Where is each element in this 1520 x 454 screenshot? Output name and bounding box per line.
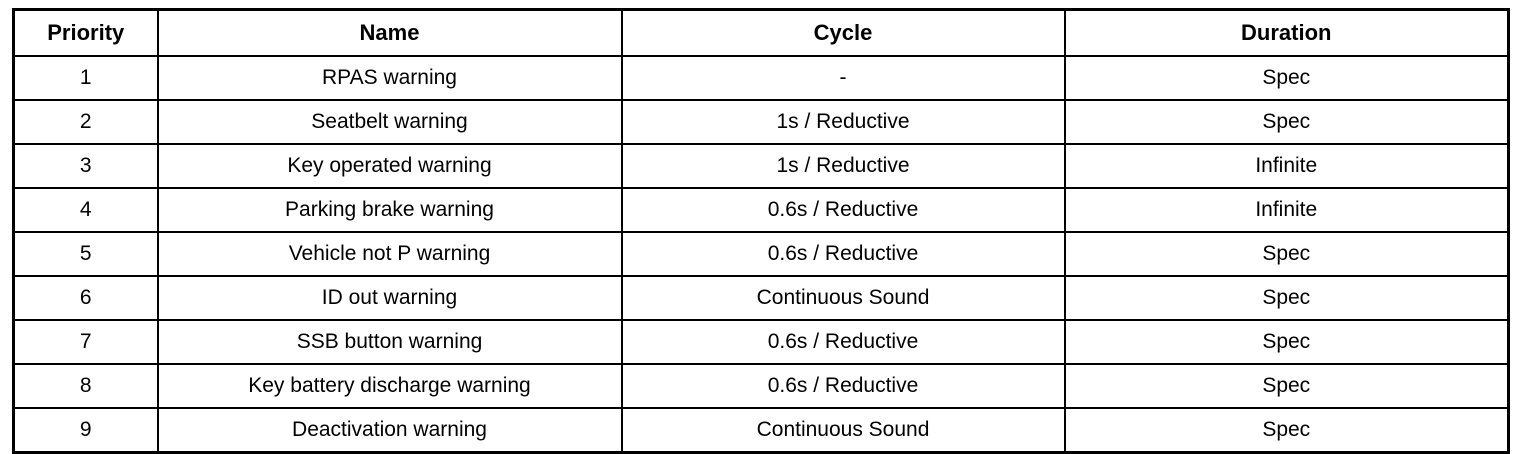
- cell-priority: 8: [14, 364, 158, 408]
- table-row: [14, 276, 1509, 320]
- table-row: [14, 100, 1509, 144]
- table-row: [14, 364, 1509, 408]
- cell-priority: 2: [14, 100, 158, 144]
- cell-priority: 5: [14, 232, 158, 276]
- cell-cycle: 0.6s / Reductive: [622, 364, 1065, 408]
- cell-duration: Spec: [1065, 320, 1509, 364]
- cell-duration: Spec: [1065, 100, 1509, 144]
- cell-priority: 1: [14, 56, 158, 100]
- cell-duration: Infinite: [1065, 144, 1509, 188]
- cell-priority: 6: [14, 276, 158, 320]
- cell-priority: 9: [14, 408, 158, 453]
- cell-duration: Spec: [1065, 408, 1509, 453]
- cell-name: Seatbelt warning: [158, 100, 622, 144]
- cell-name: Deactivation warning: [158, 408, 622, 453]
- column-header-cycle: Cycle: [622, 10, 1065, 57]
- table-row: [14, 188, 1509, 232]
- cell-name: ID out warning: [158, 276, 622, 320]
- table-row: [14, 144, 1509, 188]
- table-header: [14, 10, 1509, 57]
- cell-duration: Spec: [1065, 232, 1509, 276]
- cell-priority: 7: [14, 320, 158, 364]
- cell-cycle: 0.6s / Reductive: [622, 188, 1065, 232]
- table-row: [14, 320, 1509, 364]
- cell-name: Key battery discharge warning: [158, 364, 622, 408]
- cell-duration: Spec: [1065, 56, 1509, 100]
- table-header-row: [14, 10, 1509, 57]
- warning-priority-table: [12, 8, 1510, 454]
- cell-name: Parking brake warning: [158, 188, 622, 232]
- table-row: [14, 408, 1509, 453]
- cell-name: SSB button warning: [158, 320, 622, 364]
- table-row: [14, 232, 1509, 276]
- cell-cycle: -: [622, 56, 1065, 100]
- cell-duration: Infinite: [1065, 188, 1509, 232]
- column-header-name: Name: [158, 10, 622, 57]
- cell-cycle: Continuous Sound: [622, 276, 1065, 320]
- table-body: [14, 56, 1509, 453]
- table-row: [14, 56, 1509, 100]
- cell-name: RPAS warning: [158, 56, 622, 100]
- cell-cycle: 0.6s / Reductive: [622, 232, 1065, 276]
- cell-cycle: 1s / Reductive: [622, 144, 1065, 188]
- column-header-duration: Duration: [1065, 10, 1509, 57]
- cell-priority: 4: [14, 188, 158, 232]
- cell-duration: Spec: [1065, 364, 1509, 408]
- cell-cycle: 1s / Reductive: [622, 100, 1065, 144]
- column-header-priority: Priority: [14, 10, 158, 57]
- cell-name: Key operated warning: [158, 144, 622, 188]
- cell-duration: Spec: [1065, 276, 1509, 320]
- warning-priority-table-container: [12, 8, 1507, 454]
- cell-cycle: 0.6s / Reductive: [622, 320, 1065, 364]
- cell-priority: 3: [14, 144, 158, 188]
- cell-cycle: Continuous Sound: [622, 408, 1065, 453]
- cell-name: Vehicle not P warning: [158, 232, 622, 276]
